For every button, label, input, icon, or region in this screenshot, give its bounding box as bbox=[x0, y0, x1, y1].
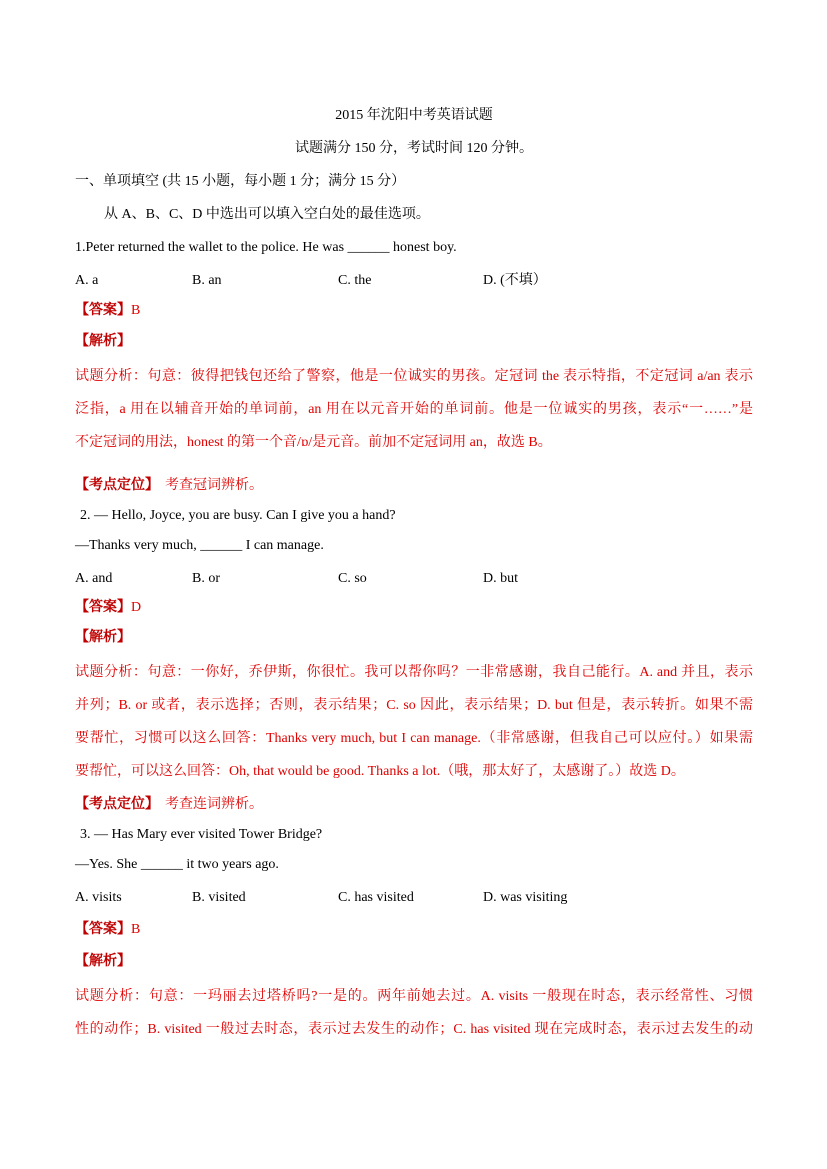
point-label: 【考点定位】 bbox=[75, 478, 159, 493]
question-3 bbox=[75, 821, 753, 1046]
page-title: 2015 年沈阳中考英语试题 bbox=[335, 108, 493, 123]
analysis-label: 【解析】 bbox=[75, 954, 131, 969]
option-d: D. but bbox=[483, 571, 518, 586]
analysis-line: 试题分析：句意：一玛丽去过塔桥吗?一是的。两年前她去过。A. visits 一般现在时态，表示经常性、习惯 bbox=[75, 989, 753, 1004]
analysis-line: 不定冠词的用法，honest 的第一个音/ɒ/是元音。前加不定冠词用 an，故选 B。 bbox=[75, 435, 552, 450]
question-stem-reply: —Thanks very much, ______ I can manage. bbox=[75, 538, 324, 553]
question-options bbox=[75, 562, 753, 595]
question-stem: 3. — Has Mary ever visited Tower Bridge? bbox=[80, 827, 323, 842]
option-a: A. and bbox=[75, 571, 113, 586]
point-text: 考查连词辨析。 bbox=[165, 797, 263, 812]
analysis-line: 试题分析：句意：一你好，乔伊斯，你很忙。我可以帮你吗？一非常感谢，我自己能行。A. and 并且，表示 bbox=[75, 665, 753, 680]
point-text: 考查冠词辨析。 bbox=[165, 478, 263, 493]
option-d: D. (不填） bbox=[483, 273, 547, 288]
option-b: B. visited bbox=[192, 890, 246, 905]
point-label: 【考点定位】 bbox=[75, 797, 159, 812]
question-stem: 1.Peter returned the wallet to the police. He was ______ honest boy. bbox=[75, 240, 457, 255]
section-heading: 一、单项填空 (共 15 小题，每小题 1 分；满分 15 分） bbox=[75, 174, 406, 189]
option-c: C. the bbox=[338, 273, 372, 288]
point-row bbox=[75, 788, 753, 821]
option-b: B. an bbox=[192, 273, 222, 288]
analysis-label: 【解析】 bbox=[75, 334, 131, 349]
analysis-line: 并列；B. or 或者，表示选择；否则，表示结果；C. so 因此，表示结果；D. but 但是，表示转折。如果不需 bbox=[75, 698, 753, 713]
question-options bbox=[75, 264, 753, 297]
analysis-line: 性的动作；B. visited 一般过去时态，表示过去发生的动作；C. has visited 现在完成时态，表示过去发生的动 bbox=[75, 1022, 753, 1037]
option-a: A. a bbox=[75, 273, 99, 288]
question-stem-reply: —Yes. She ______ it two years ago. bbox=[75, 857, 279, 872]
answer-label: 【答案】 bbox=[75, 922, 131, 937]
option-c: C. so bbox=[338, 571, 367, 586]
analysis-line: 要帮忙，习惯可以这么回答：Thanks very much, but I can manage.（非常感谢，但我自己可以应付。）如果需 bbox=[75, 731, 753, 746]
answer-label: 【答案】 bbox=[75, 600, 131, 615]
answer-row bbox=[75, 914, 753, 946]
option-a: A. visits bbox=[75, 890, 122, 905]
analysis-line: 试题分析：句意：彼得把钱包还给了警察，他是一位诚实的男孩。定冠词 the 表示特指，不定冠词 a/an 表示 bbox=[75, 369, 753, 384]
analysis-line: 要帮忙，可以这么回答：Oh, that would be good. Thanks a lot.（哦，那太好了，太感谢了。）故选 D。 bbox=[75, 764, 685, 779]
question-options bbox=[75, 881, 753, 914]
answer-value: B bbox=[131, 303, 141, 318]
section-instruction: 从 A、B、C、D 中选出可以填入空白处的最佳选项。 bbox=[104, 207, 430, 222]
question-1 bbox=[75, 231, 753, 502]
answer-value: B bbox=[131, 922, 141, 937]
answer-value: D bbox=[131, 600, 142, 615]
answer-label: 【答案】 bbox=[75, 303, 131, 318]
option-b: B. or bbox=[192, 571, 220, 586]
question-stem: 2. — Hello, Joyce, you are busy. Can I give you a hand? bbox=[80, 508, 396, 523]
page-content bbox=[75, 99, 753, 1046]
point-row bbox=[75, 469, 753, 502]
answer-row bbox=[75, 297, 753, 325]
answer-row bbox=[75, 595, 753, 621]
analysis-label: 【解析】 bbox=[75, 630, 131, 645]
analysis-line: 泛指，a 用在以辅音开始的单词前，an 用在以元音开始的单词前。他是一位诚实的男孩，表示“一……”是 bbox=[75, 402, 753, 417]
question-2 bbox=[75, 502, 753, 821]
option-d: D. was visiting bbox=[483, 890, 568, 905]
page-subtitle: 试题满分 150 分，考试时间 120 分钟。 bbox=[295, 141, 533, 156]
option-c: C. has visited bbox=[338, 890, 414, 905]
